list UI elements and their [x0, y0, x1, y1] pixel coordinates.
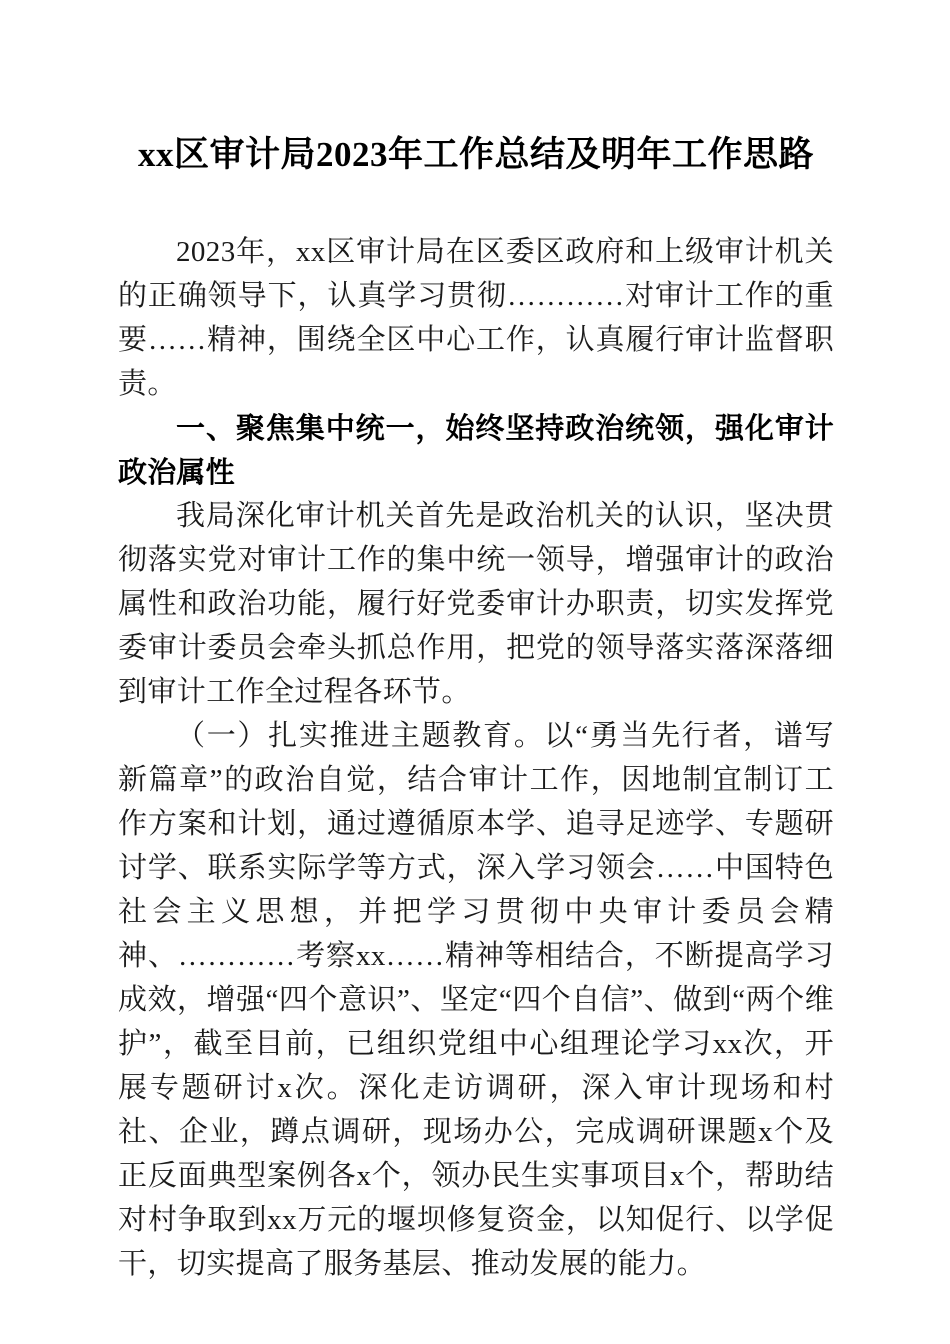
paragraph-subsection-1-1: （一）扎实推进主题教育。以“勇当先行者，谱写新篇章”的政治自觉，结合审计工作，因地制宜制订工作方案和计划，通过遵循原本学、追寻足迹学、专题研讨学、联系实际学等方式，深入学习领会……中国特色社会主义思想，并把学习贯彻中央审计委员会精神、…………考察xx……精神等相结合，不断提高学习成效，增强“四个意识”、坚定“四个自信”、做到“两个维护”，截至目前，已组织党组中心组理论学习xx次，开展专题研讨x次。深化走访调研，深入审计现场和村社、企业，蹲点调研，现场办公，完成调研课题x个及正反面典型案例各x个，领办民生实事项目x个，帮助结对村争取到xx万元的堰坝修复资金，以知促行、以学促干，切实提高了服务基层、推动发展的能力。: [118, 720, 834, 1280]
paragraph-section-1-body: 我局深化审计机关首先是政治机关的认识，坚决贯彻落实党对审计工作的集中统一领导，增强审计的政治属性和政治功能，履行好党委审计办职责，切实发挥党委审计委员会牵头抓总作用，把党的领导落实落深落细到审计工作全过程各环节。: [118, 500, 834, 708]
section-heading-1: 一、聚焦集中统一，始终坚持政治统领，强化审计政治属性: [118, 411, 834, 489]
paragraph-intro: 2023年，xx区审计局在区委区政府和上级审计机关的正确领导下，认真学习贯彻…………对审计工作的重要……精神，围绕全区中心工作，认真履行审计监督职责。: [118, 236, 834, 400]
page-title: xx区审计局2023年工作总结及明年工作思路: [137, 135, 814, 174]
document-content: [118, 120, 834, 1286]
